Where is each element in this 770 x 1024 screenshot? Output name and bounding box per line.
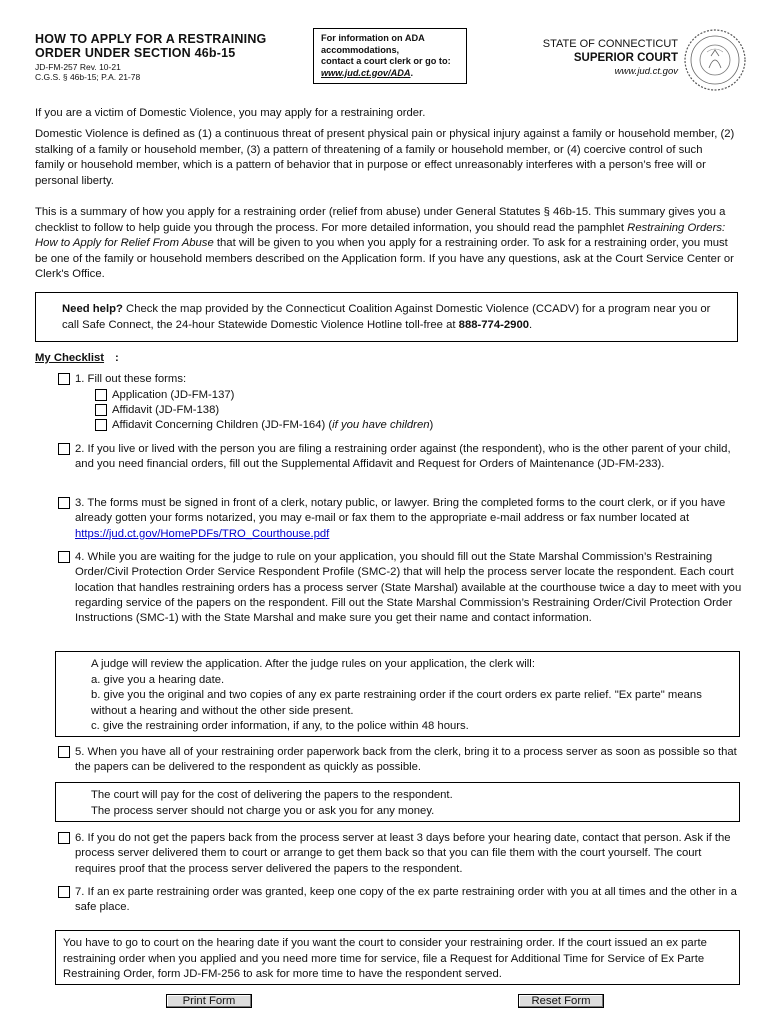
hearing-date-box (55, 930, 740, 985)
checkbox-item-1[interactable] (58, 373, 70, 385)
judge-review-box (55, 651, 740, 737)
checkbox-item-4[interactable] (58, 551, 70, 563)
checklist-item-2: 2. If you live or lived with the person you are filing a restraining order against (the respondent), who is the other parent of your child, and you need financial orders, fill out the Supplemental Affidavit and Request for Orders of Maintenance (JD-FM-233). (75, 443, 731, 471)
title-line-1: HOW TO APPLY FOR A RESTRAINING (35, 32, 267, 46)
intro-paragraph-1: If you are a victim of Domestic Violence, you may apply for a restraining order. (35, 107, 426, 119)
form-affidavit: Affidavit (JD-FM-138) (112, 404, 220, 416)
judge-step-b: b. give you the original and two copies of any ex parte restraining order if the court orders ex parte relief. "Ex parte" means without a hearing and without the other side present. (91, 689, 702, 717)
title-line-2: ORDER UNDER SECTION 46b-15 (35, 46, 236, 60)
ada-period: . (410, 67, 414, 78)
checklist-colon: : (115, 352, 119, 364)
checkbox-form-affidavit[interactable] (95, 404, 107, 416)
judge-step-c: c. give the restraining order information, if any, to the police within 48 hours. (91, 720, 469, 732)
form-children-note: if you have children (332, 419, 430, 431)
ada-line-1: For information on ADA (321, 33, 425, 43)
form-application: Application (JD-FM-137) (112, 389, 235, 401)
checklist-item-6: 6. If you do not get the papers back from the process server at least 3 days before your hearing date, contact that person. Ask if the process server delivered them to court or arrange to get them back so that you can file them with the court yourself. The court requires proof that the process server delivered the papers to the respondent. (75, 832, 731, 875)
checklist-item-5: 5. When you have all of your restraining order paperwork back from the clerk, bring it to a process server as soon as possible so that the papers can be delivered to the respondent as quickly as possible. (75, 746, 737, 774)
need-help-box (35, 292, 738, 342)
court-website: www.jud.ct.gov (614, 66, 678, 77)
checkbox-form-application[interactable] (95, 389, 107, 401)
checklist-item-1: 1. Fill out these forms: (75, 373, 187, 385)
judge-step-a: a. give you a hearing date. (91, 673, 225, 686)
form-meta (35, 62, 140, 82)
ada-line-3: contact a court clerk or go to: (321, 56, 451, 66)
ada-info-box (313, 28, 467, 84)
checklist-heading (35, 352, 104, 364)
checklist-item-4: 4. While you are waiting for the judge to rule on your application, you should fill out the State Marshal Commission’s Restraining Order/Civil Protection Order Service Respondent Profile (SMC-2) that will help the process server locate the respondent. Each court location that handles restraining orders has a process server (State Marshal) available at the courthouse twice a day to meet with you regarding service of the papers on the respondent. Fill out the State Marshal Commission’s Restraining Order/Civil Protection Order Instructions (SMC-1) with the State Marshal and make sure you get their name and contact information. (75, 551, 742, 625)
judge-intro: A judge will review the application. After the judge rules on your application, the clerk will: (91, 658, 535, 670)
intro-paragraph-2: Domestic Violence is defined as (1) a continuous threat of present physical pain or physical injury against a family or household member, (2) stalking of a family or household member, (3) a pattern of threatening of a family or household member, or (4) coercive control of such family or household member, which is a pattern of behavior that in purpose or effect unreasonably interferes with a person’s free will or personal liberty. (35, 128, 735, 187)
intro-paragraph-3 (35, 205, 735, 283)
hotline-phone: 888-774-2900 (458, 318, 530, 331)
print-form-button[interactable]: Print Form (166, 994, 252, 1008)
checkbox-form-children[interactable] (95, 419, 107, 431)
need-help-text: Check the map provided by the Connecticut Coalition Against Domestic Violence (CCADV) for a program near you or call Safe Connect, the 24-hour Statewide Domestic Violence Hotline toll-free at (62, 303, 711, 331)
form-children (112, 418, 433, 433)
item-3-text: 3. The forms must be signed in front of a clerk, notary public, or lawyer. Bring the completed forms to the court clerk, or if you have already gotten your forms notarized, you may e-mail or fax them to the appropriate e-mail address or fax number located at (75, 497, 726, 525)
need-help-end: . (529, 318, 533, 331)
ada-link[interactable]: www.jud.ct.gov/ADA (321, 67, 411, 78)
form-children-end: ) (429, 419, 434, 431)
checkbox-item-2[interactable] (58, 443, 70, 455)
checklist-item-3 (75, 496, 745, 542)
intro-p3-text-a: This is a summary of how you apply for a restraining order (relief from abuse) under General Statutes § 46b-15. This summary gives you a checklist to follow to help guide you through the process. For more detailed information, you should read the pamphlet (35, 206, 726, 234)
need-help-label: Need help? (62, 303, 123, 315)
checklist-heading-text: My Checklist (35, 352, 105, 364)
checklist-item-7: 7. If an ex parte restraining order was granted, keep one copy of the ex parte restraining order with you at all times and the other in a safe place. (75, 886, 737, 914)
cost-note-2: The process server should not charge you or ask you for any money. (91, 804, 435, 817)
pamphlet-title: Restraining Orders: How to Apply for Relief From Abuse (35, 221, 726, 249)
checkbox-item-7[interactable] (58, 886, 70, 898)
ada-line-2: accommodations, (321, 44, 400, 55)
form-title (35, 32, 266, 60)
statute-reference: C.G.S. § 46b-15; P.A. 21-78 (35, 72, 141, 82)
form-number: JD-FM-257 Rev. 10-21 (35, 62, 121, 72)
state-name: STATE OF CONNECTICUT (542, 38, 678, 50)
cost-note-1: The court will pay for the cost of delivering the papers to the respondent. (91, 789, 453, 801)
checkbox-item-6[interactable] (58, 832, 70, 844)
checkbox-item-5[interactable] (58, 746, 70, 758)
court-heading (470, 37, 678, 79)
reset-form-button[interactable]: Reset Form (518, 994, 604, 1008)
hearing-date-text: You have to go to court on the hearing date if you want the court to consider your restraining order. If the court issued an ex parte restraining order when you applied and you need more time for service, file a Request for Additional Time for Service of Ex Parte Restraining Order, form JD-FM-256 to ask for more time to have the respondent served. (63, 937, 707, 980)
court-name: SUPERIOR COURT (573, 52, 678, 64)
cost-note-box (55, 782, 740, 822)
checkbox-item-3[interactable] (58, 497, 70, 509)
form-children-text: Affidavit Concerning Children (JD-FM-164) ( (112, 419, 333, 431)
state-seal-icon (683, 28, 747, 92)
courthouse-list-link[interactable]: https://jud.ct.gov/HomePDFs/TRO_Courthouse.pdf (75, 527, 330, 540)
intro-p3-text-b: that will be given to you when you apply for a restraining order. To ask for a restraining order, you must be one of the family or household members described on the Application form. If you have any questions, ask at the Court Service Center or Clerk's Office. (35, 237, 734, 280)
